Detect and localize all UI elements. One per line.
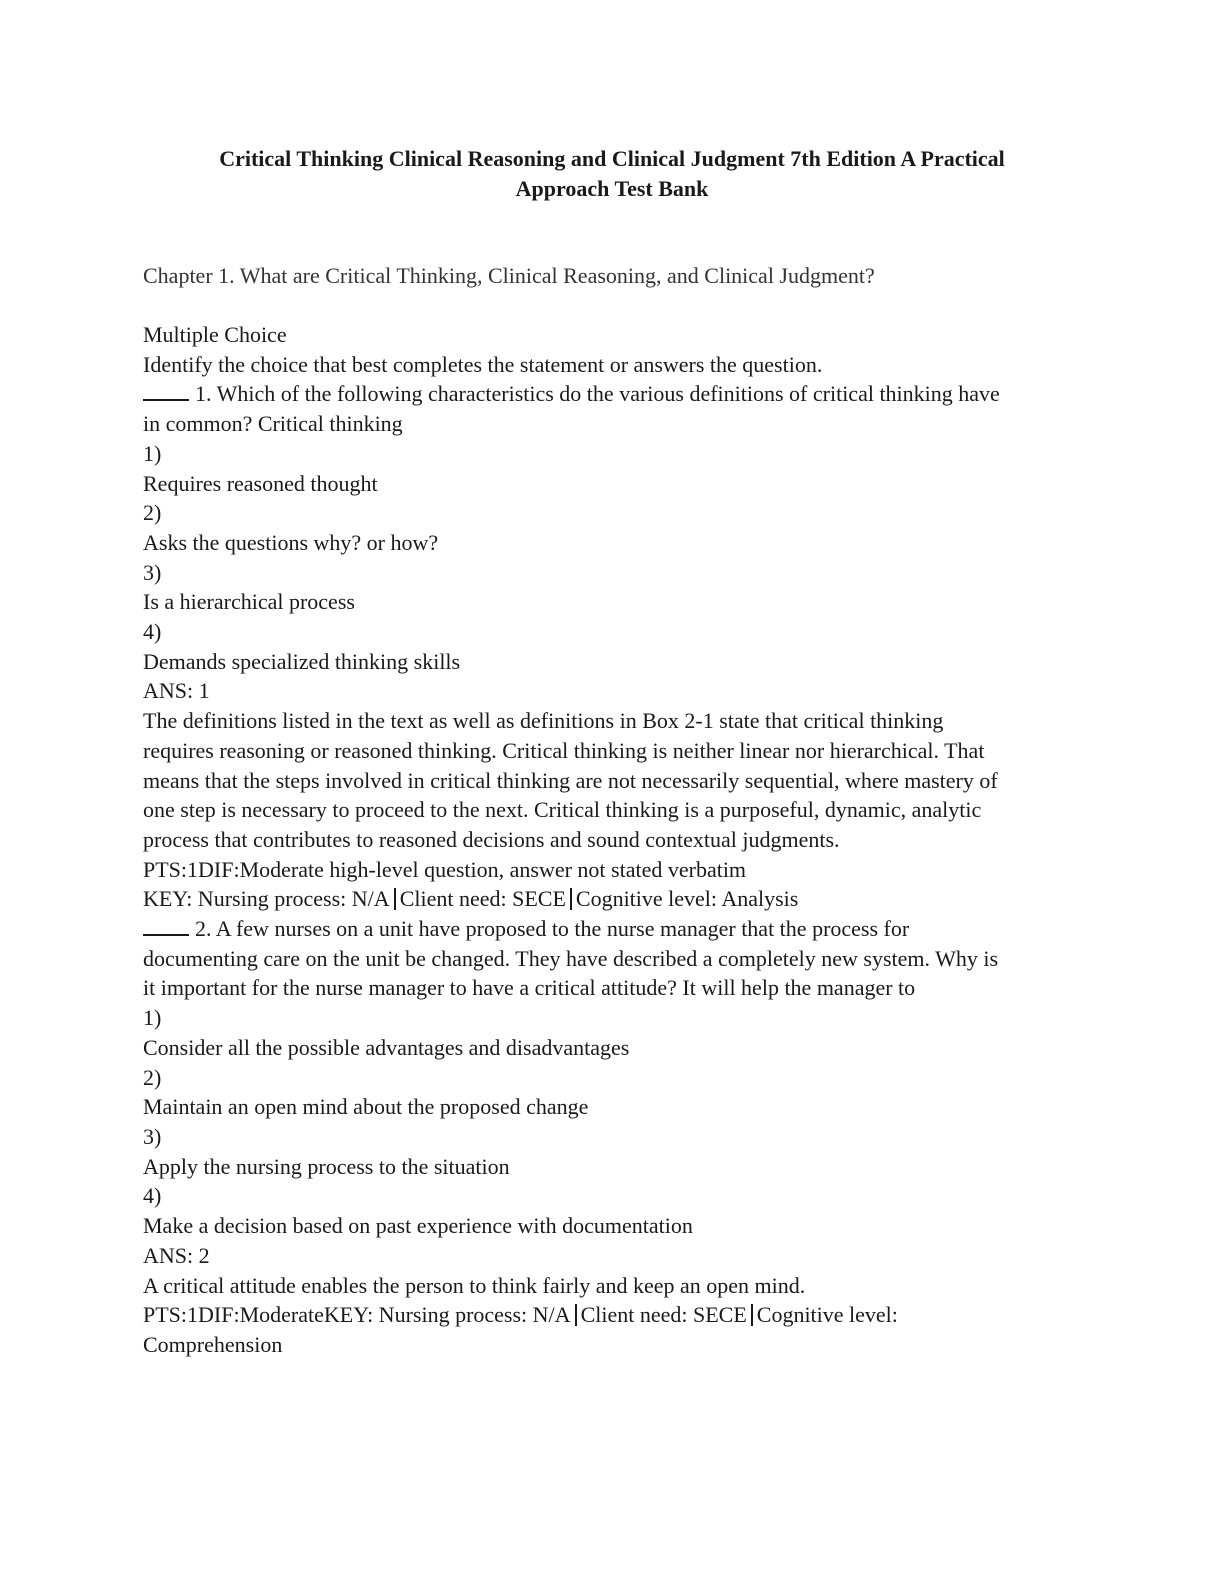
option-number: 4) <box>143 619 162 645</box>
option-text: Demands specialized thinking skills <box>143 648 461 674</box>
question-1-stem-line-1 <box>143 379 1081 409</box>
option-text: Asks the questions why? or how? <box>143 529 439 555</box>
question-2-stem-text: 2. A few nurses on a unit have proposed to the nurse manager that the process for <box>195 916 910 942</box>
document-title <box>103 144 1121 204</box>
option-text: Make a decision based on past experience with documentation <box>143 1213 693 1239</box>
option-number: 1) <box>143 440 162 466</box>
rationale-line: A critical attitude enables the person to think fairly and keep an open mind. <box>143 1272 806 1298</box>
rationale-line: requires reasoning or reasoned thinking. Critical thinking is neither linear nor hierarchical. That <box>143 737 985 763</box>
separator-bar <box>570 888 572 910</box>
answer-blank <box>143 916 189 936</box>
option-text: Maintain an open mind about the proposed change <box>143 1094 589 1120</box>
question-section <box>143 320 1081 1360</box>
document-page <box>143 144 1081 1360</box>
rationale-line: one step is necessary to proceed to the next. Critical thinking is a purposeful, dynamic, analytic <box>143 797 982 823</box>
separator-bar <box>394 888 396 910</box>
points-difficulty: PTS:1DIF:Moderate high-level question, answer not stated verbatim <box>143 856 747 882</box>
answer-blank <box>143 381 189 401</box>
question-1 <box>143 379 1081 914</box>
answer-key: ANS: 1 <box>143 678 210 704</box>
key-nursing-process: KEY: Nursing process: N/A <box>143 886 390 912</box>
option-number: 1) <box>143 1005 162 1031</box>
answer-key: ANS: 2 <box>143 1242 210 1268</box>
key-cognitive-level: Cognitive level: Analysis <box>575 886 799 912</box>
rationale-line: means that the steps involved in critical thinking are not necessarily sequential, where mastery of <box>143 767 998 793</box>
question-1-stem-line-2: in common? Critical thinking <box>143 411 403 437</box>
key-cognitive-level-continued: Comprehension <box>143 1331 283 1357</box>
key-client-need: Client need: SECE <box>399 886 566 912</box>
option-text: Requires reasoned thought <box>143 470 378 496</box>
option-number: 4) <box>143 1183 162 1209</box>
question-2-stem-line-2: documenting care on the unit be changed. They have described a completely new system. Why is <box>143 945 999 971</box>
key-cognitive-level: Cognitive level: <box>756 1302 898 1328</box>
key-metadata <box>143 1300 1081 1330</box>
question-1-stem-text: 1. Which of the following characteristics do the various definitions of critical thinking have <box>195 381 1000 407</box>
section-heading: Multiple Choice <box>143 322 287 347</box>
title-line-1: Critical Thinking Clinical Reasoning and Clinical Judgment 7th Edition A Practical <box>219 146 1005 171</box>
rationale-line: The definitions listed in the text as well as definitions in Box 2-1 state that critical thinking <box>143 708 944 734</box>
key-metadata <box>143 884 1081 914</box>
option-number: 3) <box>143 559 162 585</box>
instructions: Identify the choice that best completes the statement or answers the question. <box>143 351 823 377</box>
rationale-line: process that contributes to reasoned decisions and sound contextual judgments. <box>143 826 840 852</box>
option-text: Apply the nursing process to the situation <box>143 1153 510 1179</box>
option-text: Consider all the possible advantages and disadvantages <box>143 1034 630 1060</box>
key-nursing-process: PTS:1DIF:ModerateKEY: Nursing process: N/A <box>143 1302 571 1328</box>
separator-bar <box>575 1304 577 1326</box>
option-number: 2) <box>143 500 162 526</box>
option-text: Is a hierarchical process <box>143 589 355 615</box>
chapter-heading: Chapter 1. What are Critical Thinking, Clinical Reasoning, and Clinical Judgment? <box>143 263 875 288</box>
key-client-need: Client need: SECE <box>580 1302 747 1328</box>
question-2-stem-line-3: it important for the nurse manager to have a critical attitude? It will help the manager to <box>143 975 916 1001</box>
question-2 <box>143 914 1081 1360</box>
option-number: 3) <box>143 1123 162 1149</box>
title-line-2: Approach Test Bank <box>515 176 709 201</box>
option-number: 2) <box>143 1064 162 1090</box>
separator-bar <box>751 1304 753 1326</box>
question-2-stem-line-1 <box>143 914 1081 944</box>
